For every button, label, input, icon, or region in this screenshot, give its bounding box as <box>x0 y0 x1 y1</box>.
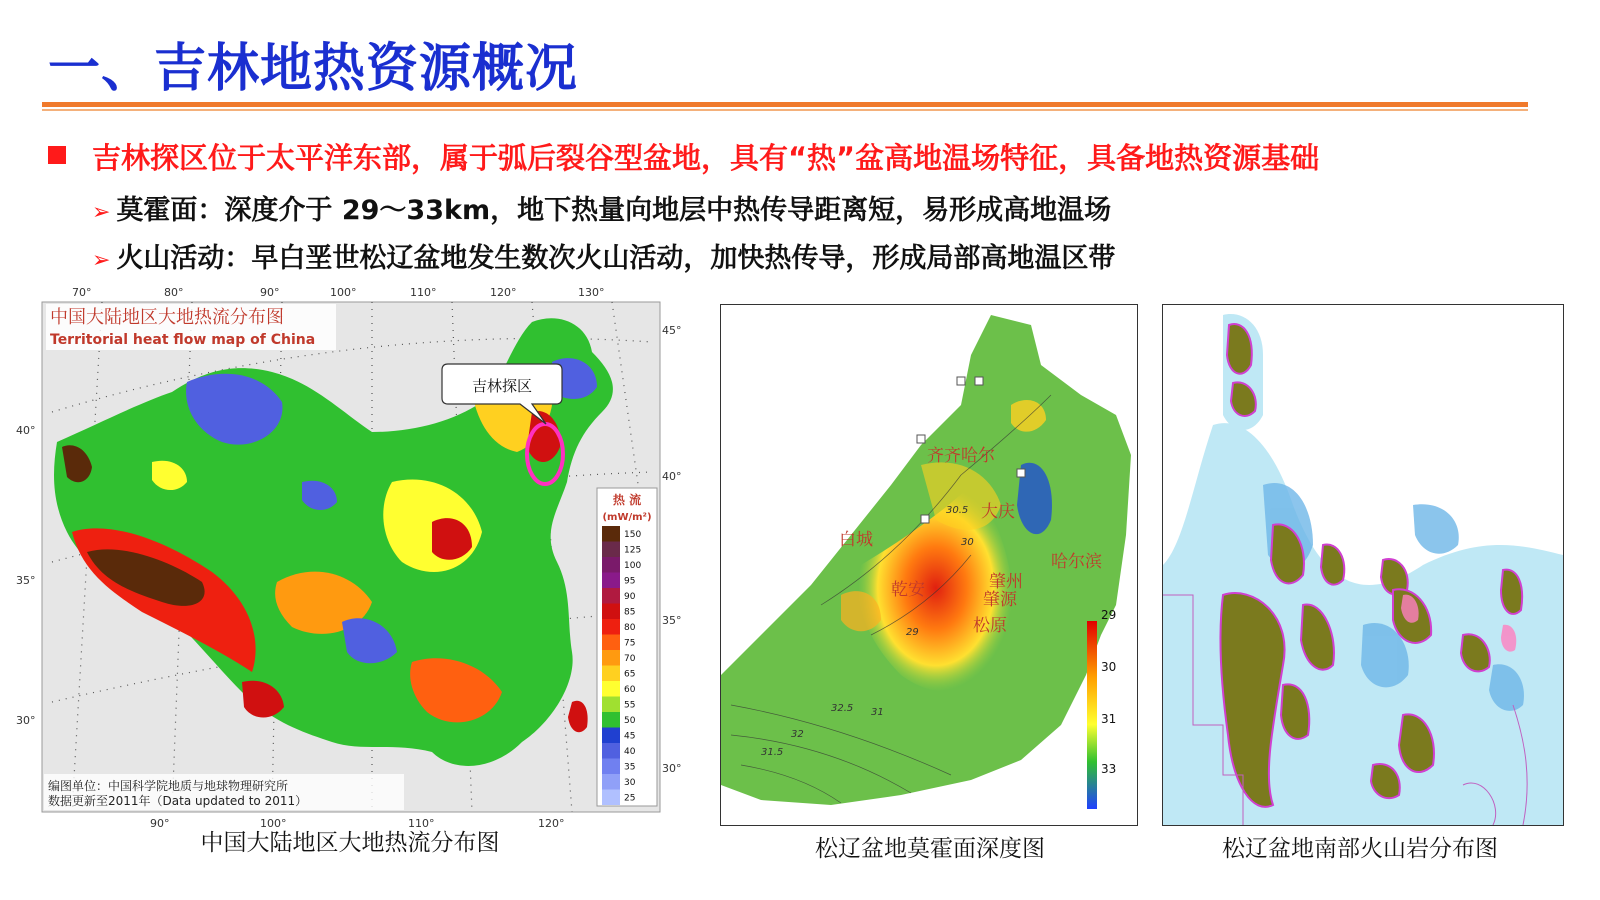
title-rule <box>42 102 1528 107</box>
legend-swatch <box>602 774 620 790</box>
svg-text:肇州: 肇州 <box>989 572 1023 592</box>
legend-value: 150 <box>624 530 642 540</box>
legend-value: 55 <box>624 700 636 711</box>
legend-value: 60 <box>624 685 636 695</box>
svg-text:40°: 40° <box>16 424 36 437</box>
legend-value: 35 <box>624 762 636 773</box>
main-bullet-text: 吉林探区位于太平洋东部，属于弧后裂谷型盆地，具有“热”盆高地温场特征，具备地热资源基础 <box>92 141 1320 175</box>
moho-depth-map-panel <box>720 304 1138 826</box>
svg-text:100°: 100° <box>260 817 287 830</box>
svg-text:45°: 45° <box>662 324 682 337</box>
svg-text:白城: 白城 <box>839 530 873 550</box>
caption-volcanic: 松辽盆地南部火山岩分布图 <box>1222 836 1498 862</box>
main-bullet <box>48 136 1319 177</box>
arrow-bullet-icon: ➢ <box>92 248 111 273</box>
svg-text:31.5: 31.5 <box>761 747 784 758</box>
legend-value: 80 <box>624 623 636 633</box>
svg-text:110°: 110° <box>410 286 437 299</box>
svg-text:120°: 120° <box>490 286 517 299</box>
legend-swatch <box>602 542 620 558</box>
legend-value: 30 <box>624 778 636 788</box>
svg-text:29: 29 <box>1101 608 1117 622</box>
svg-text:30: 30 <box>1101 660 1117 674</box>
legend-swatch <box>602 728 620 744</box>
svg-text:90°: 90° <box>260 286 280 299</box>
sub-bullet-moho <box>92 188 1111 227</box>
legend-value: 25 <box>624 793 636 804</box>
legend-value: 70 <box>624 654 636 664</box>
legend-value: 90 <box>624 592 636 602</box>
legend-value: 100 <box>624 561 642 571</box>
svg-text:大庆: 大庆 <box>981 502 1015 522</box>
svg-text:30: 30 <box>961 537 974 548</box>
callout-label: 吉林探区 <box>471 377 533 395</box>
legend-swatch <box>602 604 620 620</box>
moho-depth-map <box>721 305 1137 825</box>
svg-text:40°: 40° <box>662 470 682 483</box>
sub-bullet-volcanic <box>92 236 1115 275</box>
svg-text:肇源: 肇源 <box>983 590 1017 610</box>
sub-bullet-text: 莫霍面：深度介于 29～33km，地下热量向地层中热传导距离短，易形成高地温场 <box>116 195 1112 226</box>
legend-swatch <box>602 588 620 604</box>
legend-swatch <box>602 635 620 651</box>
credit-line-2: 数据更新至2011年（Data updated to 2011） <box>48 794 308 808</box>
legend-value: 40 <box>624 747 636 757</box>
legend-swatch <box>602 573 620 589</box>
legend-swatch <box>602 743 620 759</box>
title-rule-thin <box>42 109 1528 111</box>
svg-text:80°: 80° <box>164 286 184 299</box>
volcanic-map-panel <box>1162 304 1564 826</box>
caption-heat-flow: 中国大陆地区大地热流分布图 <box>200 830 500 856</box>
legend-swatch <box>602 650 620 666</box>
svg-text:30.5: 30.5 <box>946 505 969 516</box>
svg-text:松原: 松原 <box>973 616 1007 636</box>
legend-swatch <box>602 526 620 542</box>
svg-text:31: 31 <box>871 707 884 718</box>
svg-text:100°: 100° <box>330 286 357 299</box>
arrow-bullet-icon: ➢ <box>92 200 111 225</box>
legend-value: 45 <box>624 731 636 742</box>
svg-text:31: 31 <box>1101 712 1117 726</box>
lat-ticks-right <box>662 324 682 775</box>
svg-text:70°: 70° <box>72 286 92 299</box>
svg-text:30°: 30° <box>662 762 682 775</box>
svg-text:哈尔滨: 哈尔滨 <box>1051 552 1102 572</box>
heat-flow-map-panel <box>12 282 682 832</box>
svg-text:乾安: 乾安 <box>891 580 925 600</box>
svg-text:齐齐哈尔: 齐齐哈尔 <box>927 446 995 466</box>
legend-swatch <box>602 790 620 806</box>
svg-text:32: 32 <box>791 729 804 740</box>
legend-swatch <box>602 557 620 573</box>
sub-bullet-text: 火山活动：早白垩世松辽盆地发生数次火山活动，加快热传导，形成局部高地温区带 <box>116 243 1116 274</box>
svg-text:120°: 120° <box>538 817 565 830</box>
colorbar-labels <box>1101 608 1116 776</box>
svg-text:30°: 30° <box>16 714 36 727</box>
legend-value: 85 <box>624 607 636 618</box>
square-bullet-icon <box>48 146 66 164</box>
svg-text:90°: 90° <box>150 817 170 830</box>
legend-value: 95 <box>624 576 636 587</box>
legend-unit: (mW/m²) <box>602 512 652 523</box>
legend-value: 65 <box>624 669 636 680</box>
svg-text:33: 33 <box>1101 762 1117 776</box>
svg-text:29: 29 <box>906 627 919 638</box>
lat-ticks-left <box>16 424 36 727</box>
legend-value: 125 <box>624 545 642 556</box>
svg-text:35°: 35° <box>16 574 36 587</box>
slide-title: 一、吉林地热资源概况 <box>48 39 579 99</box>
map-title-en: Territorial heat flow map of China <box>50 332 316 348</box>
credit-line-1: 编图单位：中国科学院地质与地球物理研究所 <box>48 779 289 793</box>
volcanic-map <box>1163 305 1563 825</box>
svg-text:130°: 130° <box>578 286 605 299</box>
legend-swatch <box>602 759 620 775</box>
legend-swatch <box>602 712 620 728</box>
svg-text:32.5: 32.5 <box>831 703 854 714</box>
legend-swatch <box>602 697 620 713</box>
map-title-cn: 中国大陆地区大地热流分布图 <box>50 307 284 328</box>
legend-title: 热 流 <box>612 493 642 507</box>
caption-moho: 松辽盆地莫霍面深度图 <box>815 836 1045 862</box>
svg-text:35°: 35° <box>662 614 682 627</box>
colorbar <box>1087 621 1097 809</box>
legend-swatch <box>602 681 620 697</box>
heat-flow-map <box>12 282 682 832</box>
legend-swatch <box>602 666 620 682</box>
legend-value: 50 <box>624 716 636 726</box>
lon-ticks-top <box>72 286 605 299</box>
svg-text:110°: 110° <box>408 817 435 830</box>
legend-swatch <box>602 619 620 635</box>
legend-value: 75 <box>624 638 636 649</box>
